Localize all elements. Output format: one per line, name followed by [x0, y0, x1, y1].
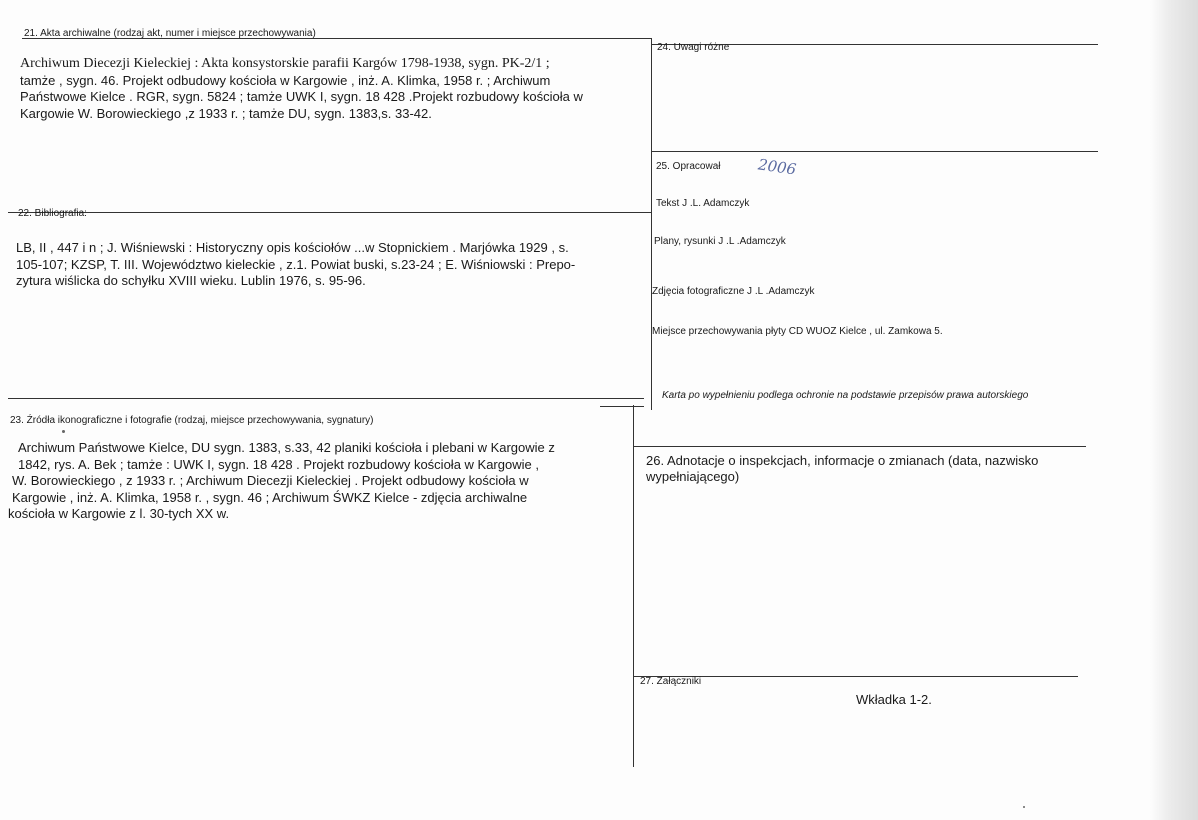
section-22-label: 22. Bibliografia:	[18, 208, 87, 219]
section-23-label: 23. Źródła ikonograficzne i fotografie (rodzaj, miejsce przechowywania, sygnatury)	[10, 415, 374, 426]
author-plans: Plany, rysunki J .L .Adamczyk	[654, 236, 786, 247]
section-21-line: Archiwum Diecezji Kieleckiej : Akta konsystorskie parafii Kargów 1798-1938, sygn. PK-2/1 ;	[20, 56, 550, 71]
section-21-line: tamże , sygn. 46. Projekt odbudowy kościoła w Kargowie , inż. A. Klimka, 1958 r. ; Archiwum	[20, 72, 551, 88]
section-26-label-line: 26. Adnotacje o inspekcjach, informacje o zmianach (data, nazwisko	[646, 453, 1039, 468]
rule-vertical-upper	[651, 38, 652, 410]
cd-storage-location: Miejsce przechowywania płyty CD WUOZ Kielce , ul. Zamkowa 5.	[652, 326, 943, 337]
copyright-note: Karta po wypełnieniu podlega ochronie na podstawie przepisów prawa autorskiego	[662, 390, 1029, 401]
section-22-line: 105-107; KZSP, T. III. Województwo kieleckie , z.1. Powiat buski, s.23-24 ; E. Wiśniowski : Prepo-	[16, 256, 576, 272]
section-22-line: zytura wiślicka do schyłku XVIII wieku. Lublin 1976, s. 95-96.	[16, 273, 366, 288]
author-text: Tekst J .L. Adamczyk	[656, 198, 750, 209]
section-26-label	[646, 453, 1038, 485]
rule-21-22	[8, 212, 651, 213]
handwritten-year: 2006	[756, 155, 798, 179]
ink-speck	[1023, 806, 1025, 808]
section-26-label-line: wypełniającego)	[646, 469, 740, 484]
section-27-label: 27. Załączniki	[640, 676, 702, 687]
section-24-label: 24. Uwagi różne	[657, 42, 730, 53]
section-23-line: kościoła w Kargowie z l. 30-tych XX w.	[8, 506, 230, 521]
rule-vertical-lower	[633, 405, 634, 767]
section-22-body	[16, 240, 641, 290]
section-25-label: 25. Opracował	[656, 161, 721, 172]
section-23-line: 1842, rys. A. Bek ; tamże : UWK I, sygn. 18 428 . Projekt rozbudowy kościoła w Kargowie ,	[18, 456, 539, 472]
section-22-line: LB, II , 447 i n ; J. Wiśniewski : Historyczny opis kościołów ...w Stopnickiem . Marjówka 1929 , s.	[16, 240, 569, 255]
section-21-line: Państwowe Kielce . RGR, sygn. 5824 ; tamże UWK I, sygn. 18 428 .Projekt rozbudowy kościoła w	[20, 89, 583, 104]
rule-22-23	[8, 398, 644, 399]
section-21-label: 21. Akta archiwalne (rodzaj akt, numer i miejsce przechowywania)	[24, 28, 316, 39]
section-23-line: Archiwum Państwowe Kielce, DU sygn. 1383, s.33, 42 planiki kościoła i plebani w Kargowie z	[18, 440, 555, 455]
section-21-body	[20, 56, 645, 122]
scan-edge-shadow	[1150, 0, 1198, 820]
section-23-body	[8, 440, 628, 523]
section-21-line: Kargowie W. Borowieckiego ,z 1933 r. ; tamże DU, sygn. 1383,s. 33-42.	[20, 105, 432, 121]
section-23-line: Kargowie , inż. A. Klimka, 1958 r. , sygn. 46 ; Archiwum ŚWKZ Kielce - zdjęcia archiwalne	[12, 489, 528, 505]
section-23-line: W. Borowieckiego , z 1933 r. ; Archiwum Diecezji Kieleckiej . Projekt odbudowy kościoła w	[12, 473, 529, 488]
ink-speck	[62, 430, 65, 433]
attachments-value: Wkładka 1-2.	[856, 692, 932, 707]
rule-22-23-right	[600, 406, 644, 407]
rule-24-25	[652, 151, 1098, 152]
rule-25-26	[634, 446, 1086, 447]
author-photos: Zdjęcia fotograficzne J .L .Adamczyk	[652, 286, 815, 297]
